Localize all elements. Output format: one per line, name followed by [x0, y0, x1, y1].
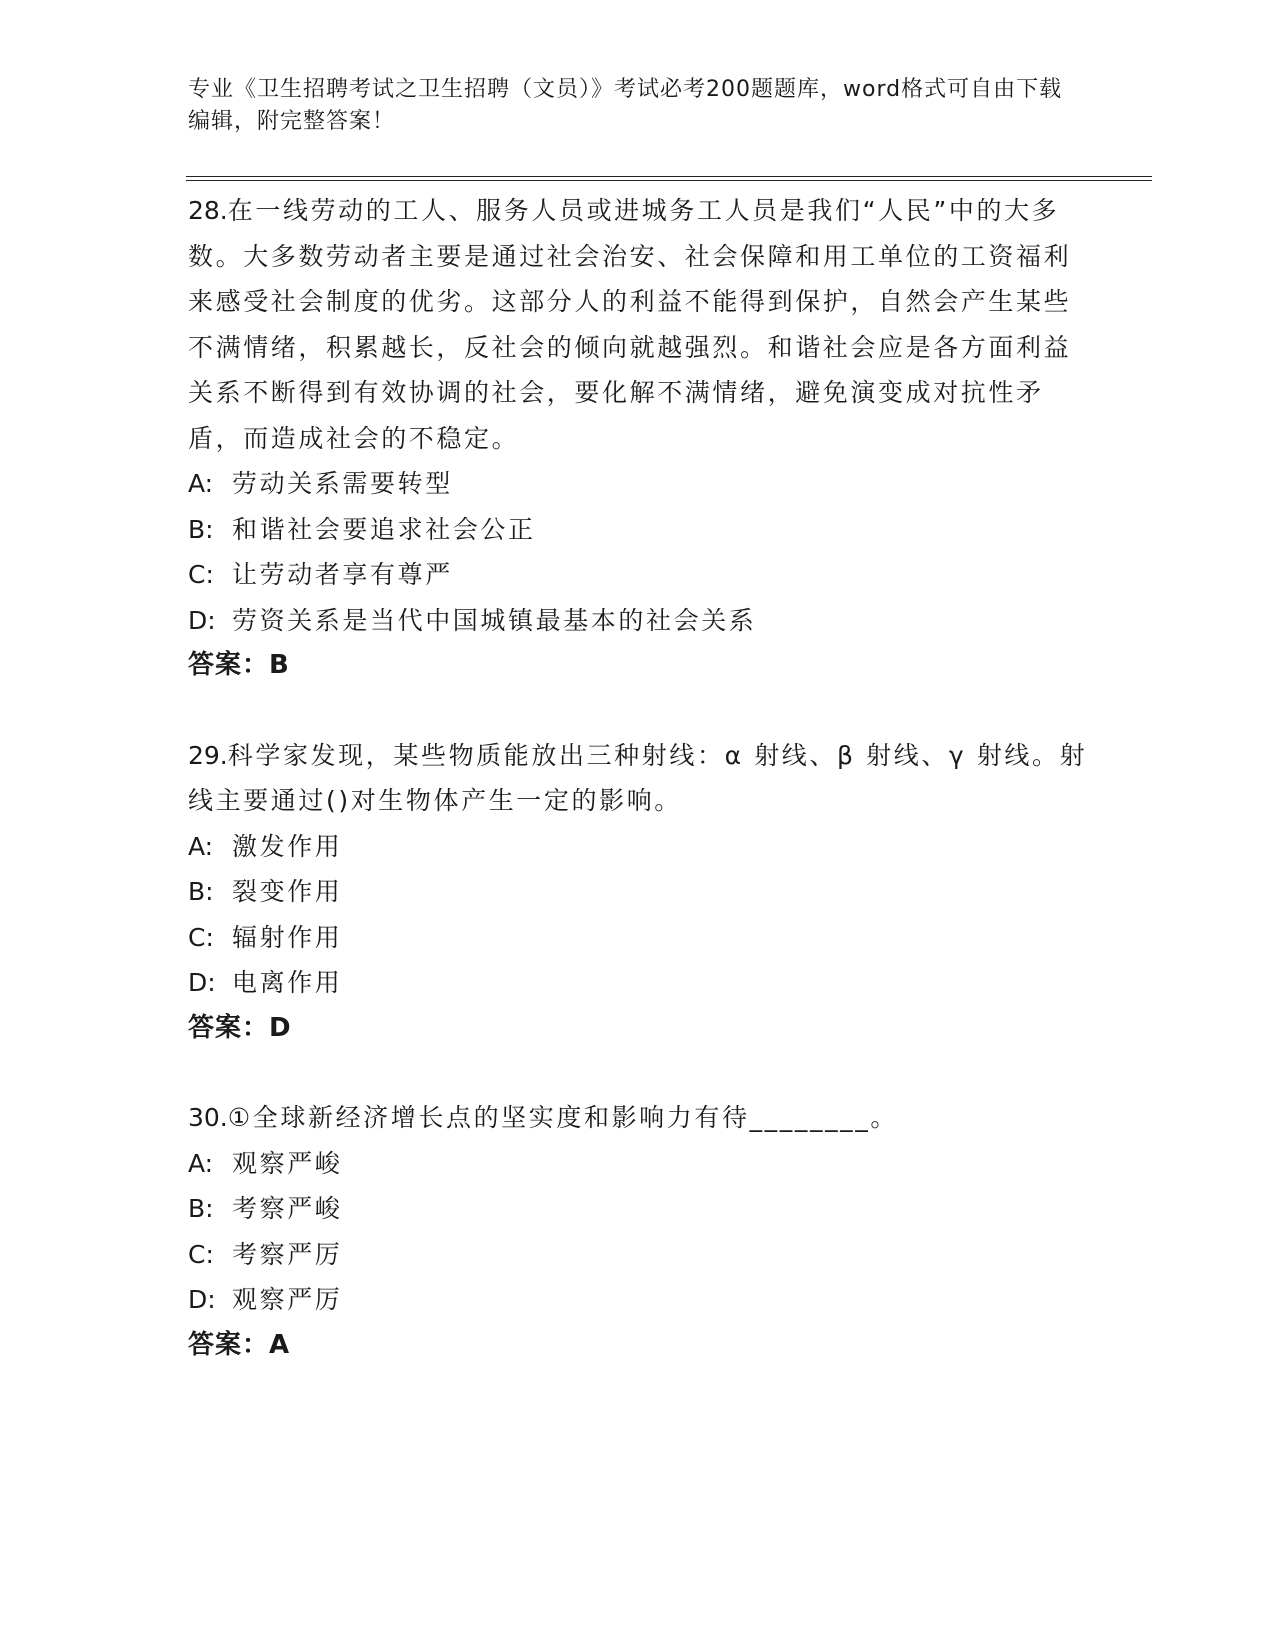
question-text: ①全球新经济增长点的坚实度和影响力有待________。: [227, 1103, 898, 1132]
option-letter: A:: [188, 1148, 214, 1178]
option-d: [188, 960, 1088, 1006]
header-divider: [186, 176, 1152, 181]
question-30: [188, 1095, 1088, 1368]
option-letter: A:: [188, 469, 214, 498]
option-letter: B:: [188, 514, 214, 544]
question-number: 28.: [188, 196, 228, 225]
option-letter: B:: [188, 877, 214, 906]
question-number: 30.: [188, 1103, 228, 1132]
option-letter: C:: [188, 560, 214, 589]
answer-label: 答案：B: [188, 650, 290, 680]
question-list: [188, 188, 1088, 1368]
option-b: [188, 1186, 1088, 1232]
option-text: 考察严峻: [232, 1194, 343, 1223]
option-text: 裂变作用: [232, 877, 343, 906]
option-text: 和谐社会要追求社会公正: [232, 514, 536, 544]
option-text: 电离作用: [232, 968, 343, 997]
option-d: [188, 1277, 1088, 1323]
option-letter: D:: [188, 1285, 216, 1314]
question-text: 在一线劳动的工人、服务人员或进城务工人员是我们“人民”中的大多数。大多数劳动者主要是通过社会治安、社会保障和用工单位的工资福利来感受社会制度的优劣。这部分人的利益不能得到保护，自然会产生某些不满情绪，积累越长，反社会的倾向就越强烈。和谐社会应是各方面利益关系不断得到有效协调的社会，要化解不满情绪，避免演变成对抗性矛盾，而造成社会的不稳定。: [188, 196, 1072, 453]
question-stem: [188, 733, 1088, 824]
question-number: 29.: [188, 740, 228, 770]
question-29: [188, 733, 1088, 1052]
question-text: 科学家发现，某些物质能放出三种射线：α 射线、β 射线、γ 射线。射线主要通过()对生物体产生一定的影响。: [188, 740, 1088, 815]
option-a: [188, 461, 1088, 507]
option-text: 考察严厉: [232, 1239, 343, 1269]
option-c: [188, 1232, 1088, 1278]
option-letter: C:: [188, 1239, 214, 1269]
option-text: 辐射作用: [232, 922, 343, 952]
option-text: 劳资关系是当代中国城镇最基本的社会关系: [232, 605, 757, 635]
option-d: [188, 598, 1088, 644]
option-letter: B:: [188, 1194, 214, 1223]
option-b: [188, 869, 1088, 915]
option-text: 观察严厉: [232, 1285, 343, 1314]
option-text: 观察严峻: [232, 1148, 343, 1178]
option-c: [188, 915, 1088, 961]
question-28: [188, 188, 1088, 689]
option-letter: A:: [188, 831, 214, 861]
question-stem: [188, 1095, 1088, 1141]
option-letter: D:: [188, 605, 216, 635]
answer-label: 答案：A: [188, 1329, 291, 1360]
option-c: [188, 552, 1088, 598]
answer-label: 答案：D: [188, 1012, 292, 1043]
option-a: [188, 824, 1088, 870]
option-text: 激发作用: [232, 831, 343, 861]
option-b: [188, 507, 1088, 553]
option-text: 让劳动者享有尊严: [232, 560, 453, 589]
option-letter: D:: [188, 968, 216, 997]
question-stem: [188, 188, 1088, 461]
option-text: 劳动关系需要转型: [232, 469, 453, 498]
page-header: 专业《卫生招聘考试之卫生招聘（文员）》考试必考200题题库，word格式可自由下载编辑，附完整答案！: [188, 77, 1063, 134]
option-a: [188, 1141, 1088, 1187]
option-letter: C:: [188, 922, 214, 952]
